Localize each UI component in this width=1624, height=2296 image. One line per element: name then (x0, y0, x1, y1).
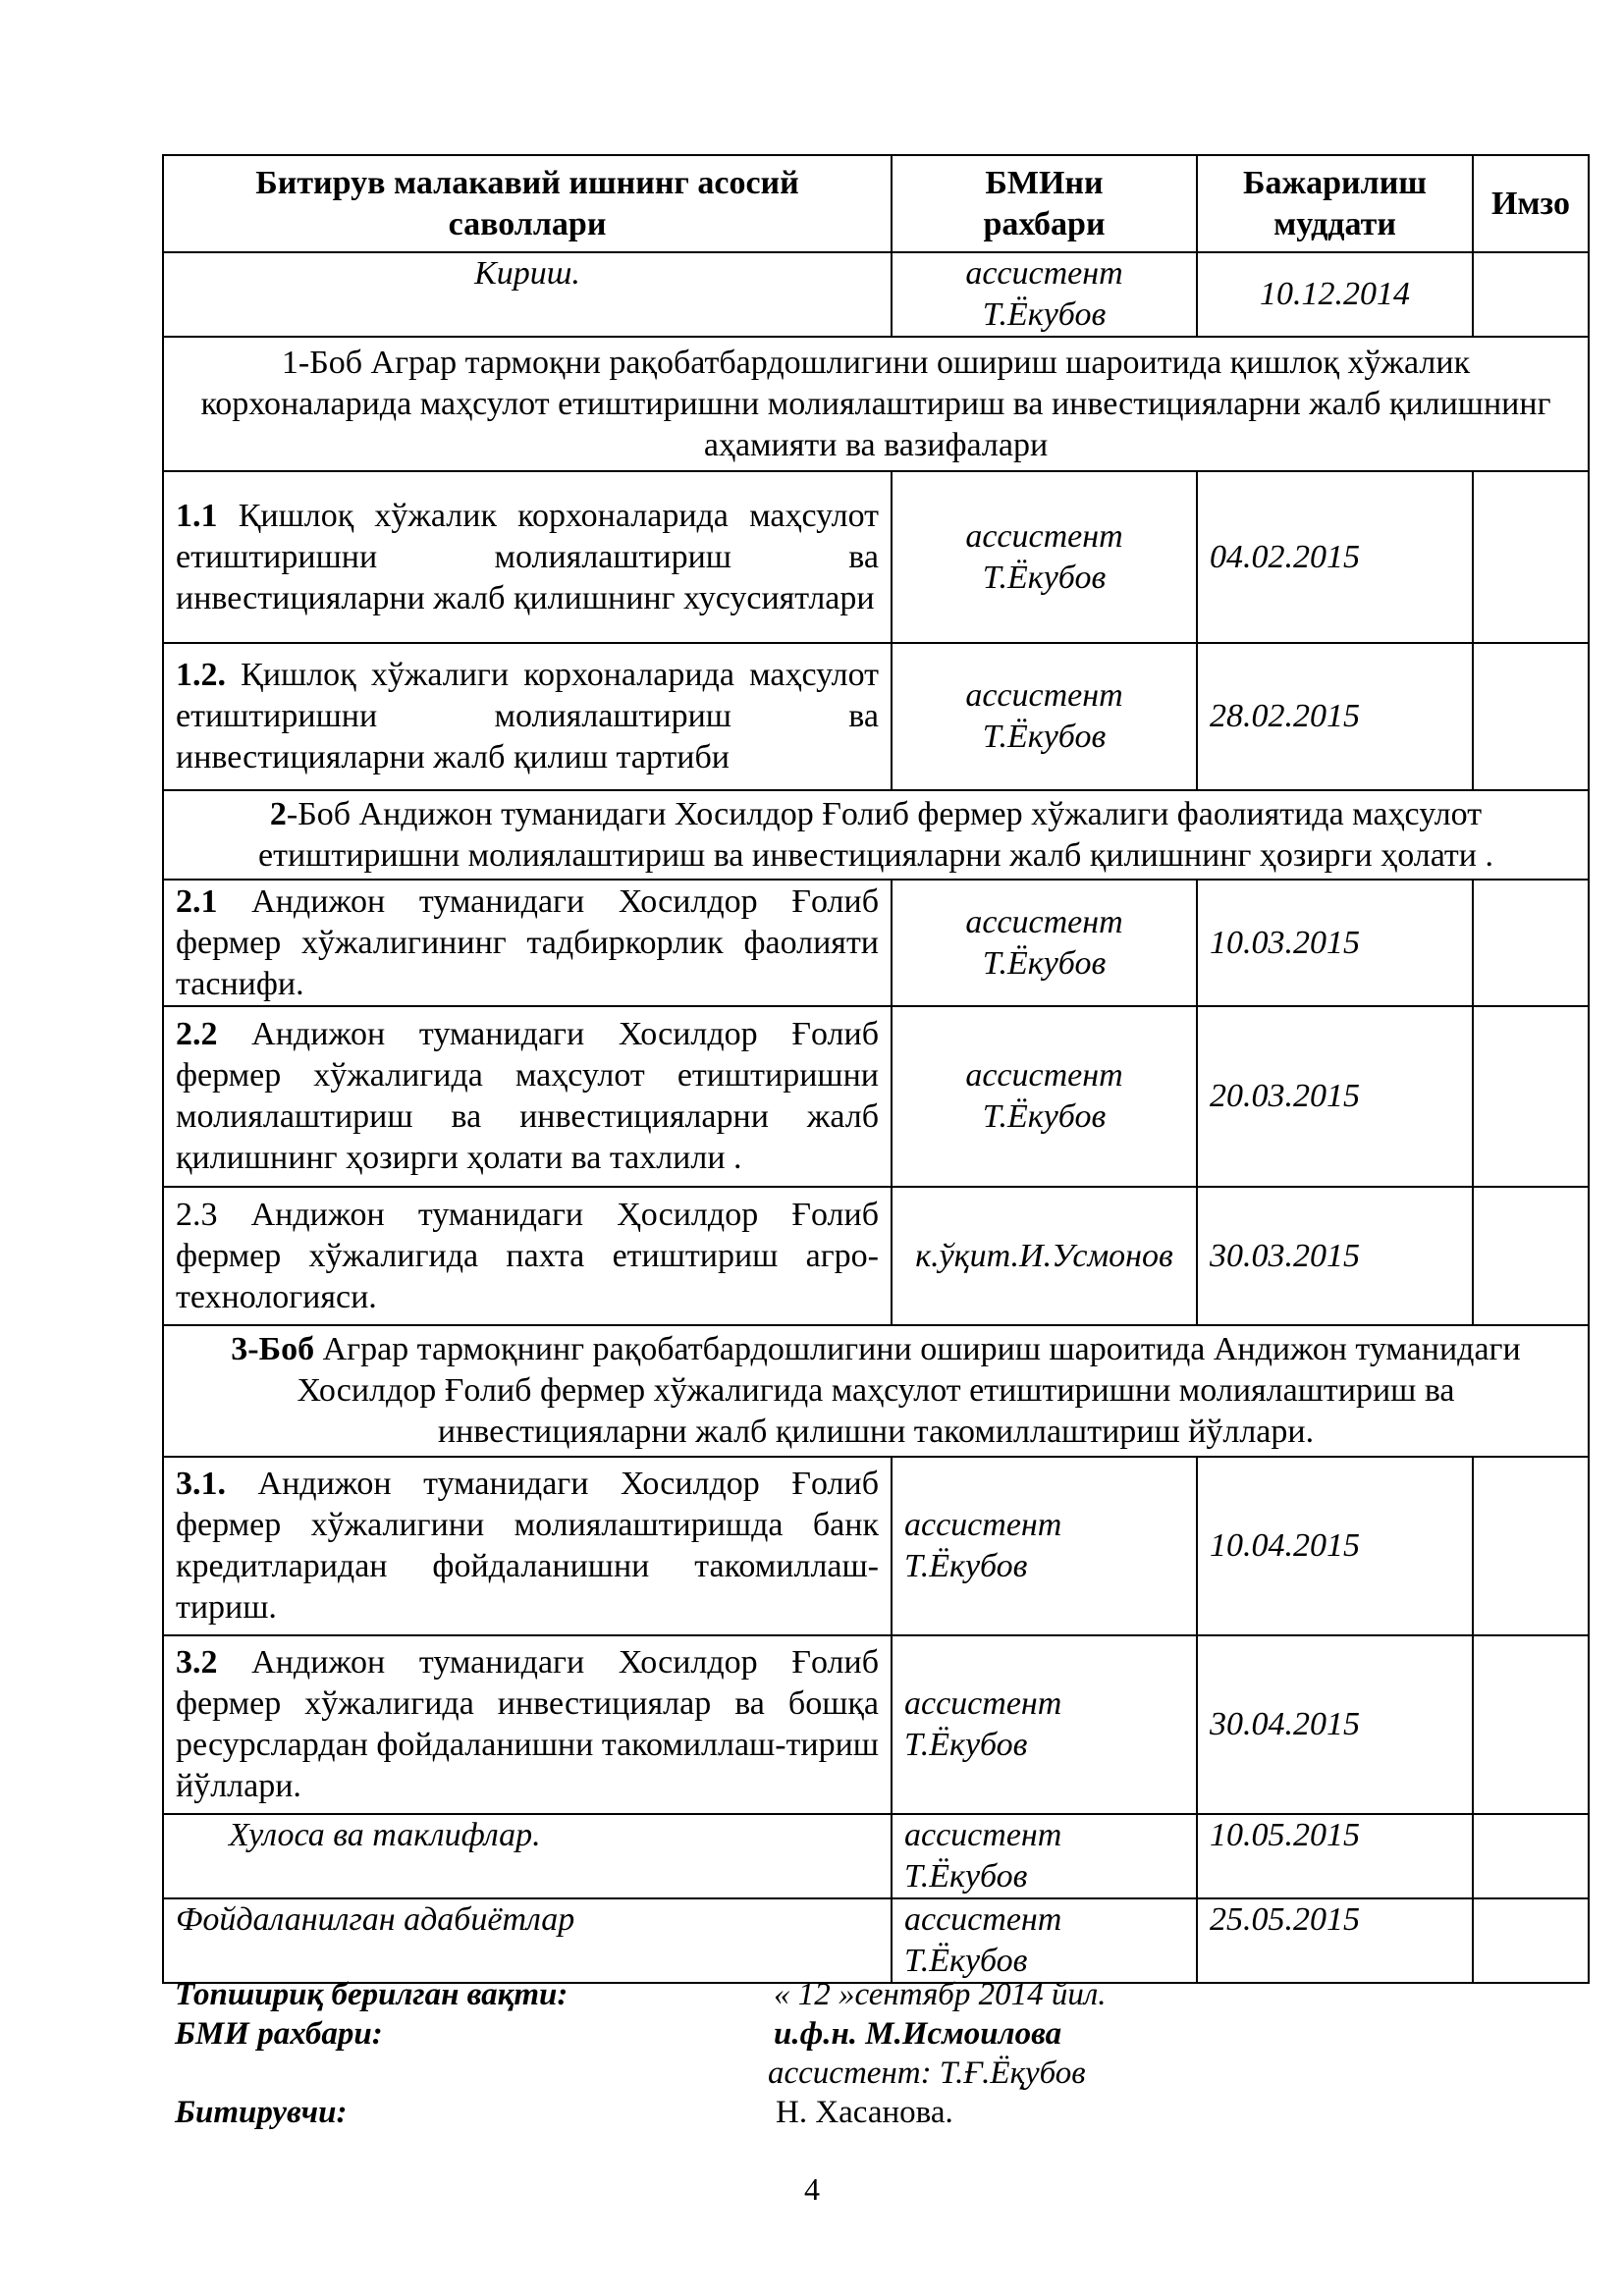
assistant-row (175, 2054, 1579, 2093)
row-signature (1473, 1457, 1589, 1635)
row-date: 30.04.2015 (1197, 1635, 1473, 1814)
row-supervisor: ассистент Т.Ёкубов (892, 1635, 1197, 1814)
chapter-title: 1-Боб Аграр тармоқни рақобатбардошлигини ошириш шароитида қишлоқ хўжалик корхоналарида маҳсулот етиштиришни молиялаштириш ва инвестицияларни жалб қилишнинг аҳамияти ва вазифалари (163, 337, 1589, 471)
row-date: 10.05.2015 (1197, 1814, 1473, 1898)
table-row (163, 643, 1589, 790)
chapter-row (163, 337, 1589, 471)
table-header-row (163, 155, 1589, 252)
head-row (175, 2014, 1579, 2054)
row-date: 10.04.2015 (1197, 1457, 1473, 1635)
row-title: 1.1 Қишлоқ хўжалик корхоналарида маҳсулот етиштиришни молиялаштириш ва инвестицияларни жалб қилишнинг хусусиятлари (163, 471, 892, 643)
row-supervisor: ассистент Т.Ёкубов (892, 643, 1197, 790)
assignment-date-row (175, 1975, 1579, 2014)
table-row (163, 1898, 1589, 1983)
header-deadline: Бажарилиш муддати (1197, 155, 1473, 252)
row-date: 10.03.2015 (1197, 880, 1473, 1006)
row-supervisor: ассистент Т.Ёкубов (892, 1898, 1197, 1983)
row-signature (1473, 252, 1589, 337)
row-title: 3.1. Андижон туманидаги Хосилдор Ғолиб фермер хўжалигини молиялаштиришда банк кредитларидан фойдаланишни такомиллаш-тириш. (163, 1457, 892, 1635)
row-signature (1473, 1635, 1589, 1814)
header-signature: Имзо (1473, 155, 1589, 252)
row-date: 10.12.2014 (1197, 252, 1473, 337)
student-label: Битирувчи: (175, 2095, 348, 2130)
row-title: Кириш. (163, 252, 892, 337)
student-row (175, 2093, 1579, 2132)
row-date: 28.02.2015 (1197, 643, 1473, 790)
row-signature (1473, 643, 1589, 790)
row-signature (1473, 880, 1589, 1006)
row-signature (1473, 1814, 1589, 1898)
header-supervisor: БМИни рахбари (892, 155, 1197, 252)
row-supervisor: ассистент Т.Ёкубов (892, 1457, 1197, 1635)
row-title: 2.2 Андижон туманидаги Хосилдор Ғолиб фермер хўжалигида маҳсулот етиштиришни молиялаштириш ва инвестицияларни жалб қилишнинг ҳозирги ҳолати ва тахлили . (163, 1006, 892, 1187)
thesis-plan-table (162, 154, 1590, 1984)
row-supervisor: ассистент Т.Ёкубов (892, 880, 1197, 1006)
row-date: 30.03.2015 (1197, 1187, 1473, 1325)
row-supervisor: ассистент Т.Ёкубов (892, 252, 1197, 337)
row-signature (1473, 1006, 1589, 1187)
row-title: 1.2. Қишлоқ хўжалиги корхоналарида маҳсулот етиштиришни молиялаштириш ва инвестицияларни жалб қилиш тартиби (163, 643, 892, 790)
page-number: 4 (804, 2171, 820, 2207)
table-row (163, 252, 1589, 337)
row-title: 2.1 Андижон туманидаги Хосилдор Ғолиб фермер хўжалигининг тадбиркорлик фаолияти таснифи. (163, 880, 892, 1006)
assignment-date-value: « 12 »сентябр 2014 йил. (774, 1977, 1107, 2012)
table-row (163, 1635, 1589, 1814)
table-row (163, 880, 1589, 1006)
head-label: БМИ рахбари: (175, 2016, 383, 2052)
table-row (163, 1457, 1589, 1635)
row-title: 2.3 Андижон туманидаги Ҳосилдор Ғолиб фермер хўжалигида пахта етиштириш агро-технологияси. (163, 1187, 892, 1325)
row-date: 25.05.2015 (1197, 1898, 1473, 1983)
row-signature (1473, 471, 1589, 643)
row-title: 3.2 Андижон туманидаги Хосилдор Ғолиб фермер хўжалигида инвестициялар ва бошқа ресурслардан фойдаланишни такомиллаш-тириш йўллари. (163, 1635, 892, 1814)
assignment-date-label: Топшириқ берилган вақти: (175, 1977, 568, 2012)
row-supervisor: ассистент Т.Ёкубов (892, 1814, 1197, 1898)
row-supervisor: ассистент Т.Ёкубов (892, 1006, 1197, 1187)
chapter-title: 3-Боб Аграр тармоқнинг рақобатбардошлигини ошириш шароитида Андижон туманидаги Хосилдор Ғолиб фермер хўжалигида маҳсулот етиштиришни молиялаштириш ва инвестицияларни жалб қилишни такомиллаштириш йўллари. (163, 1325, 1589, 1457)
chapter-title: 2-Боб Андижон туманидаги Хосилдор Ғолиб фермер хўжалиги фаолиятида маҳсулот етиштиришни молиялаштириш ва инвестицияларни жалб қилишнинг ҳозирги ҳолати . (163, 790, 1589, 880)
table-row (163, 1006, 1589, 1187)
student-value: Н. Хасанова. (776, 2095, 953, 2130)
head-value: и.ф.н. М.Исмоилова (774, 2016, 1062, 2052)
table-row (163, 1814, 1589, 1898)
row-title: Хулоса ва таклифлар. (163, 1814, 892, 1898)
row-date: 20.03.2015 (1197, 1006, 1473, 1187)
row-title: Фойдаланилган адабиётлар (163, 1898, 892, 1983)
chapter-row (163, 790, 1589, 880)
signature-footer (175, 1975, 1579, 2132)
row-supervisor: к.ўқит.И.Усмонов (892, 1187, 1197, 1325)
table-row (163, 1187, 1589, 1325)
row-date: 04.02.2015 (1197, 471, 1473, 643)
table-row (163, 471, 1589, 643)
row-signature (1473, 1187, 1589, 1325)
assistant-value: ассистент: Т.Ғ.Ёқубов (768, 2056, 1086, 2091)
header-questions: Битирув малакавий ишнинг асосий саволлари (163, 155, 892, 252)
row-signature (1473, 1898, 1589, 1983)
chapter-row (163, 1325, 1589, 1457)
row-supervisor: ассистент Т.Ёкубов (892, 471, 1197, 643)
